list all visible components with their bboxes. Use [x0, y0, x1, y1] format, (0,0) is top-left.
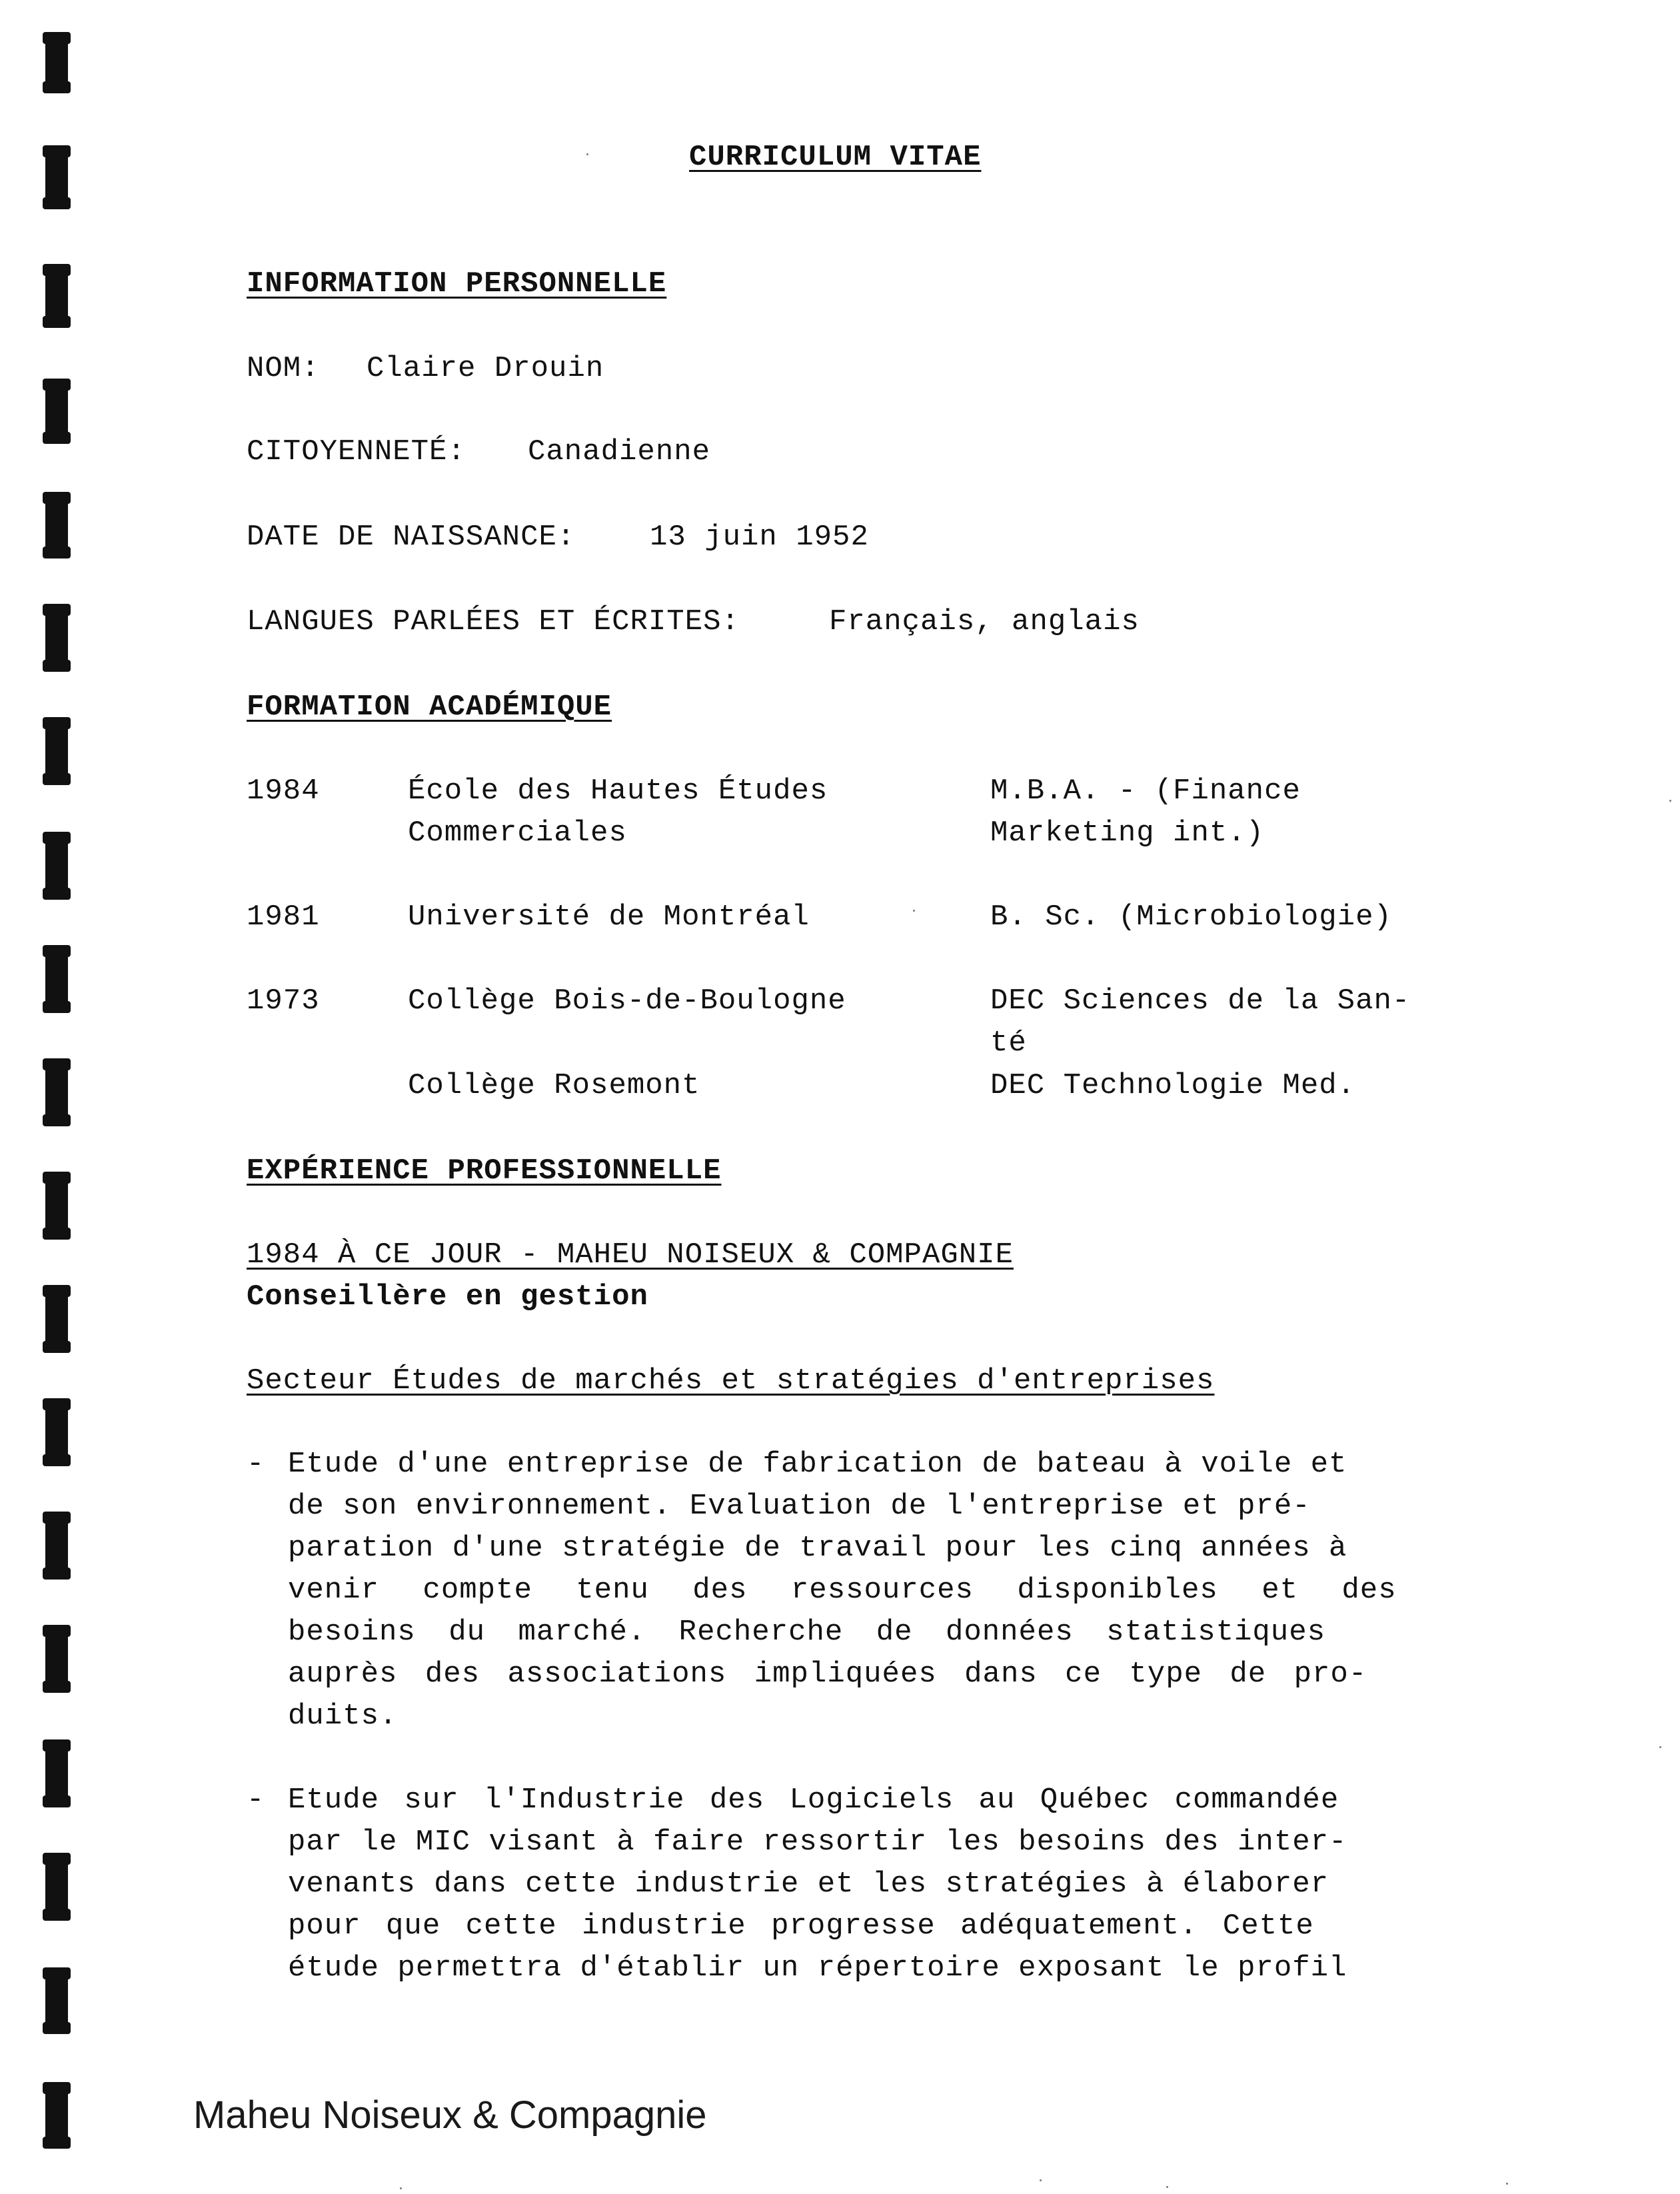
education-school: Collège Rosemont	[408, 1069, 700, 1102]
binder-mark	[45, 33, 68, 92]
birth-label: DATE DE NAISSANCE:	[247, 521, 576, 554]
section-heading-personal: INFORMATION PERSONNELLE	[247, 267, 667, 301]
name-label: NOM:	[247, 352, 320, 385]
document-title: CURRICULUM VITAE	[689, 141, 982, 174]
binder-mark	[45, 946, 68, 1012]
education-school: Université de Montréal	[408, 900, 810, 934]
binder-mark	[45, 493, 68, 557]
citizenship-label: CITOYENNETÉ:	[247, 435, 466, 469]
languages-label: LANGUES PARLÉES ET ÉCRITES:	[247, 605, 740, 638]
item-line: besoins du marché. Recherche de données statistiques	[288, 1616, 1326, 1649]
item-line: auprès des associations impliquées dans ce type de pro-	[288, 1657, 1367, 1691]
citizenship-value: Canadienne	[528, 435, 711, 469]
section-heading-education: FORMATION ACADÉMIQUE	[247, 690, 612, 724]
item-line: Etude sur l'Industrie des Logiciels au Québec commandée	[288, 1783, 1339, 1817]
scan-speck	[400, 2187, 402, 2189]
birth-value: 13 juin 1952	[650, 521, 869, 554]
item-line: Etude d'une entreprise de fabrication de bateau à voile et	[288, 1448, 1347, 1481]
binder-mark	[45, 1741, 68, 1806]
binder-mark	[45, 718, 68, 784]
binder-mark	[45, 1513, 68, 1578]
scan-speck	[1166, 2186, 1168, 2188]
scan-speck	[586, 153, 588, 155]
binder-mark	[45, 1854, 68, 1919]
binder-mark	[45, 605, 68, 670]
scan-speck	[1040, 2179, 1042, 2181]
section-heading-experience: EXPÉRIENCE PROFESSIONNELLE	[247, 1154, 722, 1188]
job-line: 1984 À CE JOUR - MAHEU NOISEUX & COMPAGNIE	[247, 1238, 1014, 1272]
education-school-cont: Commerciales	[408, 816, 627, 850]
binder-mark	[45, 2083, 68, 2147]
item-line: paration d'une stratégie de travail pour les cinq années à	[288, 1532, 1347, 1565]
binder-mark	[45, 833, 68, 898]
education-degree: B. Sc. (Microbiologie)	[990, 900, 1392, 934]
item-line: venir compte tenu des ressources disponibles et des	[288, 1574, 1397, 1607]
education-year: 1973	[247, 984, 320, 1018]
sector-heading: Secteur Études de marchés et stratégies d'entreprises	[247, 1364, 1215, 1398]
binder-mark	[45, 1400, 68, 1465]
education-school: École des Hautes Études	[408, 774, 828, 808]
item-line: venants dans cette industrie et les stratégies à élaborer	[288, 1867, 1329, 1901]
binder-mark	[45, 1286, 68, 1352]
job-title: Conseillère en gestion	[247, 1280, 648, 1314]
item-line: par le MIC visant à faire ressortir les besoins des inter-	[288, 1825, 1347, 1859]
scan-speck	[1506, 2183, 1508, 2185]
education-degree: M.B.A. - (Finance	[990, 774, 1301, 808]
languages-value: Français, anglais	[829, 605, 1140, 638]
company-footer: Maheu Noiseux & Compagnie	[193, 2093, 707, 2137]
item-dash: -	[247, 1448, 265, 1481]
education-year: 1984	[247, 774, 320, 808]
binder-mark	[45, 1626, 68, 1691]
scan-speck	[913, 910, 915, 912]
education-degree-cont: Marketing int.)	[990, 816, 1265, 850]
education-degree-cont: té	[990, 1026, 1027, 1060]
binder-mark	[45, 1969, 68, 2033]
scan-speck	[1659, 1746, 1661, 1748]
name-value: Claire Drouin	[367, 352, 604, 385]
education-year: 1981	[247, 900, 320, 934]
education-degree: DEC Technologie Med.	[990, 1069, 1356, 1102]
binder-mark	[45, 1060, 68, 1125]
binder-mark	[45, 147, 68, 208]
education-degree: DEC Sciences de la San-	[990, 984, 1411, 1018]
item-line: de son environnement. Evaluation de l'entreprise et pré-	[288, 1490, 1311, 1523]
binder-mark	[45, 380, 68, 443]
item-line: duits.	[288, 1699, 398, 1733]
binder-mark	[45, 1173, 68, 1238]
binder-mark	[45, 265, 68, 327]
item-line: étude permettra d'établir un répertoire exposant le profil	[288, 1951, 1347, 1985]
item-dash: -	[247, 1783, 265, 1817]
item-line: pour que cette industrie progresse adéquatement. Cette	[288, 1909, 1314, 1943]
education-school: Collège Bois-de-Boulogne	[408, 984, 846, 1018]
scan-speck	[1669, 800, 1671, 802]
